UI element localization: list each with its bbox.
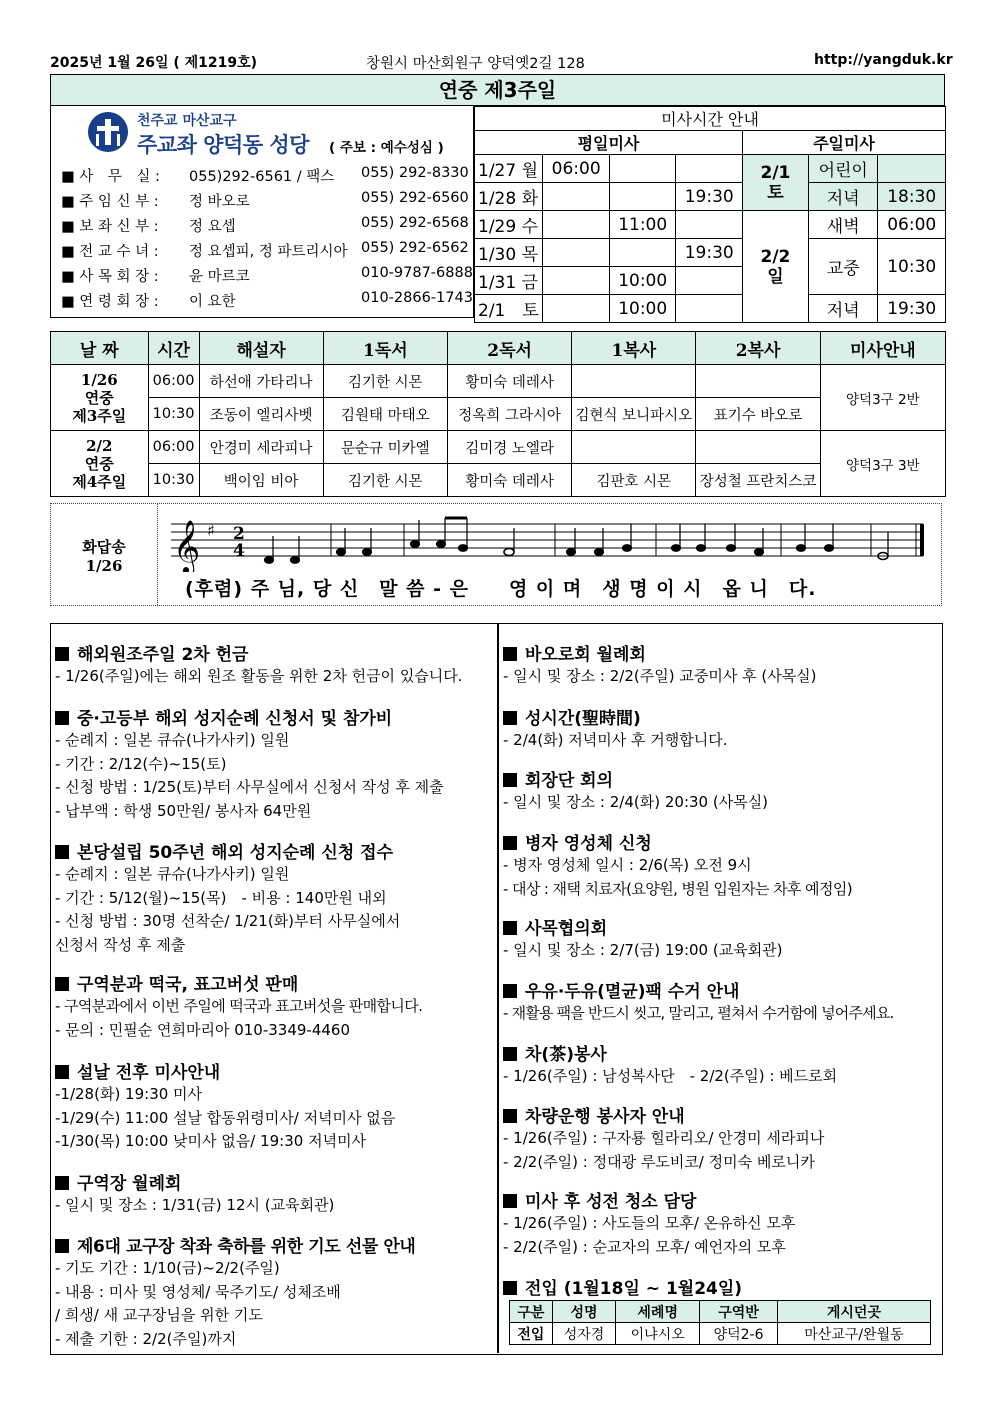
notice-prayer-gift: 제6대 교구장 착좌 축하를 위한 기도 선물 안내 - 기도 기간 : 1/10(금)~2/2(주일) - 내용 : 미사 및 영성체/ 묵주기도/ 성체조배 / 희생/ 새 교구장님을 위한 기도 - 제출 기한 : 2/2(주일)까지 — [55, 1237, 416, 1348]
square-bullet-icon — [55, 1176, 69, 1190]
col-reading2: 2독서 — [447, 332, 571, 365]
week-date: 1/26 연중 제3주일 — [51, 365, 149, 431]
col-server2: 2복사 — [696, 332, 820, 365]
notice-officers-meeting: 회장단 회의 - 일시 및 장소 : 2/4(화) 20:30 (사목실) — [503, 771, 769, 811]
table-row: 10:30 조동이 엘리사벳 김원태 마태오 정옥희 그라시아 김현식 보니파시오 표기수 바오로 — [51, 398, 946, 431]
notice-cleaning-duty: 미사 후 성전 청소 담당 - 1/26(주일) : 사도들의 모후/ 온유하신 모후 - 2/2(주일) : 순교자의 모후/ 예언자의 모후 — [503, 1192, 796, 1256]
notice-pastoral-council: 사목협의회 - 일시 및 장소 : 2/7(금) 19:00 (교육회관) — [503, 919, 783, 959]
psalm-score — [50, 503, 942, 606]
weekday-mass-title: 평일미사 — [475, 131, 743, 155]
square-bullet-icon — [55, 1065, 69, 1079]
square-bullet-icon — [503, 1109, 517, 1123]
col-server1: 1복사 — [572, 332, 696, 365]
address: 창원시 마산회원구 양덕옛2길 128 — [366, 56, 585, 72]
square-bullet-icon — [503, 647, 517, 661]
mass-time-title: 미사시간 안내 — [475, 107, 946, 131]
notice-holy-hour: 성시간(聖時間) - 2/4(화) 저녁미사 후 거행합니다. — [503, 709, 728, 749]
notice-overseas-aid: 해외원조주일 2차 헌금 - 1/26(주일)에는 해외 원조 활동을 위한 2차 헌금이 있습니다. — [55, 645, 463, 685]
weekday-date: 2/1 토 — [475, 295, 543, 323]
column-divider — [497, 624, 499, 1353]
church-logo-icon — [88, 112, 128, 152]
col-date: 날 짜 — [51, 332, 149, 365]
square-bullet-icon — [503, 1194, 517, 1208]
svg-text:2: 2 — [233, 524, 245, 544]
square-bullet-icon — [503, 836, 517, 850]
col-commentator: 해설자 — [199, 332, 323, 365]
table-row: 1/26 연중 제3주일 06:00 하선애 가타리나 김기한 시몬 황미숙 데레사 양덕3구 2반 — [51, 365, 946, 398]
announcements — [50, 623, 943, 1355]
weekday-date: 1/31 금 — [475, 267, 543, 295]
saturday-date: 2/1 토 — [742, 155, 808, 211]
psalm-label: 화답송 — [82, 538, 126, 556]
notice-vehicle-volunteers: 차량운행 봉사자 안내 - 1/26(주일) : 구자룡 힐라리오/ 안경미 세라피나 - 2/2(주일) : 정대광 루도비코/ 정미숙 베로니카 — [503, 1107, 825, 1171]
music-staff — [171, 508, 931, 572]
liturgy-schedule-table — [50, 331, 946, 497]
sharp-icon: ♯ — [207, 521, 215, 540]
square-bullet-icon — [503, 921, 517, 935]
diocese-name: 천주교 마산교구 — [137, 113, 237, 129]
square-bullet-icon — [55, 845, 69, 859]
square-bullet-icon — [55, 977, 69, 991]
week-date: 2/2 연중 제4주일 — [51, 431, 149, 497]
svg-text:4: 4 — [233, 541, 245, 561]
mass-guide: 양덕3구 2반 — [820, 365, 945, 431]
parish-name: 주교좌 양덕동 성당 — [137, 133, 309, 157]
table-row: 10:30 백이임 비아 김기한 시몬 황미숙 데레사 김판호 시몬 장성철 프란치스코 — [51, 464, 946, 497]
weekday-date: 1/29 수 — [475, 211, 543, 239]
notice-district-meeting: 구역장 월례회 - 일시 및 장소 : 1/31(금) 12시 (교육회관) — [55, 1174, 335, 1214]
square-bullet-icon — [503, 984, 517, 998]
notice-tea-service: 차(茶)봉사 - 1/26(주일) : 남성복사단 - 2/2(주일) : 베드로회 — [503, 1045, 838, 1085]
weekday-date: 1/28 화 — [475, 183, 543, 211]
table-row: 2/2 연중 제4주일 06:00 안경미 세라피나 문순규 미카엘 김미경 노엘라 양덕3구 3반 — [51, 431, 946, 464]
notice-rice-cake-sale: 구역분과 떡국, 표고버섯 판매 - 구역분과에서 이번 주일에 떡국과 표고버섯을 판매합니다. - 문의 : 민필순 연희마리아 010-3349-4460 — [55, 975, 423, 1039]
notice-paul-society: 바오로회 월례회 - 일시 및 장소 : 2/2(주일) 교중미사 후 (사목실) — [503, 645, 817, 685]
page-title: 연중 제3주일 — [50, 74, 945, 106]
square-bullet-icon — [55, 711, 69, 725]
square-bullet-icon — [55, 1239, 69, 1253]
notice-youth-pilgrimage: 중·고등부 해외 성지순례 신청서 및 참가비 - 순례지 : 일본 큐슈(나가사키) 일원 - 기간 : 2/12(수)~15(토) - 신청 방법 : 1/25(토)부터 사무실에서 신청서 작성 후 제출 - 납부액 : 학생 50만원/ 봉사자 64만원 — [55, 709, 444, 820]
sunday-date: 2/2 일 — [742, 211, 808, 323]
issue-date: 2025년 1월 26일 ( 제1219호) — [50, 55, 258, 71]
patron: ( 주보 : 예수성심 ) — [329, 140, 444, 156]
treble-clef-icon: 𝄞 — [173, 519, 201, 572]
parish-info: 천주교 마산교구 주교좌 양덕동 성당 ( 주보 : 예수성심 ) ■ 사 무 실 : 055)292-6561 / 팩스 055) 292-8330 ■ 주 임 신 부 : 정 바오로 055) 292-6560 ■ 보 좌 신 부 : 정 요셉 055) 292-6568 ■ 전 교 수 녀 : 정 요셉피, 정 파트리시아 055) 292-6562 ■ 사 목 회 장 : 윤 마르코 010-9787-6888 ■ 연 령 회 장 : 이 요한 010-2866-1743 — [50, 106, 474, 318]
mass-time-table: 미사시간 안내 평일미사 주일미사 1/27 월 06:00 2/1 토 어린이 1/28 화 19:30 저녁 18:30 1/29 수 11:00 2/2 일 새벽 06:00 1/30 목 19:30 교중 10:30 1/31 금 10:00 2/1 토 10:00 저녁 19:30 — [474, 106, 946, 323]
sunday-mass-title: 주일미사 — [742, 131, 945, 155]
square-bullet-icon — [55, 647, 69, 661]
notice-50th-pilgrimage: 본당설립 50주년 해외 성지순례 신청 접수 - 순례지 : 일본 큐슈(나가사키) 일원 - 기간 : 5/12(월)~15(목) - 비용 : 140만원 내외 - 신청 방법 : 30명 선착순/ 1/21(화)부터 사무실에서 신청서 작성 후 제출 — [55, 843, 401, 954]
psalm-label-box — [51, 504, 158, 605]
notice-sick-communion: 병자 영성체 신청 - 병자 영성체 일시 : 2/6(목) 오전 9시 - 대상 : 재택 치료자(요양원, 병원 입원자는 차후 예정임) — [503, 834, 852, 898]
col-time: 시간 — [148, 332, 199, 365]
notice-new-year-mass: 설날 전후 미사안내 -1/28(화) 19:30 미사 -1/29(수) 11:00 설날 합동위령미사/ 저녁미사 없음 -1/30(목) 10:00 낮미사 없음/ 19:30 저녁미사 — [55, 1063, 396, 1150]
psalm-date: 1/26 — [85, 557, 123, 575]
square-bullet-icon — [503, 773, 517, 787]
notice-transfer: 전입 (1월18일 ~ 1월24일) — [503, 1274, 742, 1299]
website-link[interactable]: http://yangduk.kr — [814, 52, 953, 68]
weekday-date: 1/27 월 — [475, 155, 543, 183]
table-row: 전입 성자경 이냐시오 양덕2-6 마산교구/완월동 — [510, 1323, 931, 1345]
square-bullet-icon — [503, 711, 517, 725]
col-guide: 미사안내 — [820, 332, 945, 365]
col-reading1: 1독서 — [323, 332, 447, 365]
weekday-date: 1/30 목 — [475, 239, 543, 267]
notice-milk-carton: 우유·두유(멸균)팩 수거 안내 - 재활용 팩을 반드시 씻고, 말리고, 펼쳐서 수거함에 넣어주세요. — [503, 982, 894, 1022]
square-bullet-icon — [503, 1281, 517, 1295]
transfer-table: 구분 성명 세례명 구역반 게시던곳 전입 성자경 이냐시오 양덕2-6 마산교구/완월동 — [509, 1300, 931, 1345]
mass-guide: 양덕3구 3반 — [820, 431, 945, 497]
psalm-lyrics: (후렴) 주 님, 당 신 말 씀 - 은 영 이 며 생 명 이 시 옵 니 다. — [185, 578, 817, 600]
square-bullet-icon — [503, 1047, 517, 1061]
